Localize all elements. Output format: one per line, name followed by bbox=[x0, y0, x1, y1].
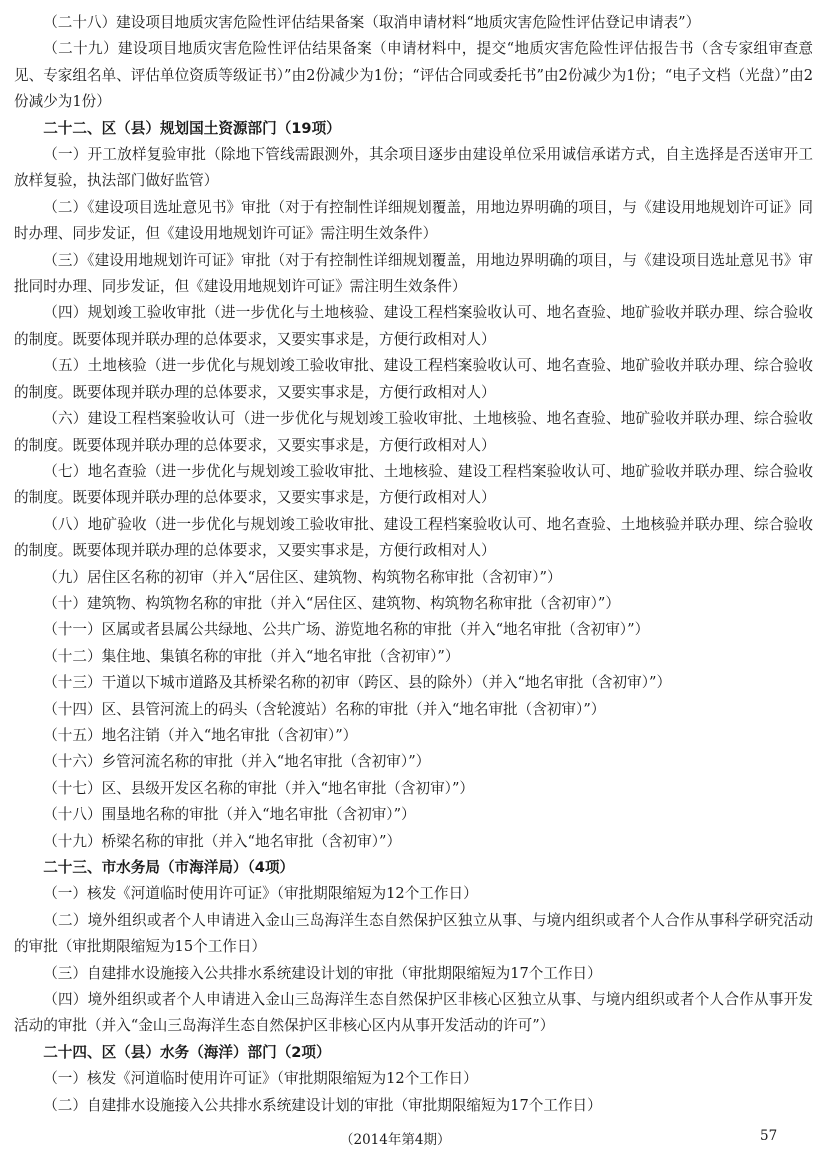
section-heading: 二十四、区（县）水务（海洋）部门（2项） bbox=[43, 1043, 331, 1061]
paragraph: （十三）干道以下城市道路及其桥梁名称的初审（跨区、县的除外）（并入“地名审批（含初审）”） bbox=[43, 674, 672, 692]
paragraph: （十七）区、县级开发区名称的审批（并入“地名审批（含初审）”） bbox=[43, 779, 475, 797]
paragraph: （十一）区属或者县属公共绿地、公共广场、游览地名称的审批（并入“地名审批（含初审）”） bbox=[43, 621, 650, 639]
paragraph: （四）规划竣工验收审批（进一步优化与土地核验、建设工程档案验收认可、地名查验、地矿验收并联办理、综合验收的制度。既要体现并联办理的总体要求，又要实事求是，方便行政相对人） bbox=[14, 304, 813, 348]
paragraph: （十八）围垦地名称的审批（并入“地名审批（含初审）”） bbox=[43, 806, 416, 824]
paragraph: （二）《建设项目选址意见书》审批（对于有控制性详细规划覆盖，用地边界明确的项目，与《建设用地规划许可证》同时办理、同步发证，但《建设用地规划许可证》需注明生效条件） bbox=[14, 198, 813, 243]
paragraph: （五）土地核验（进一步优化与规划竣工验收审批、建设工程档案验收认可、地名查验、地矿验收并联办理、综合验收的制度。既要体现并联办理的总体要求，又要实事求是，方便行政相对人） bbox=[14, 357, 813, 401]
paragraph: （十四）区、县管河流上的码头（含轮渡站）名称的审批（并入“地名审批（含初审）”） bbox=[43, 700, 606, 718]
paragraph: （二十九）建设项目地质灾害危险性评估结果备案（申请材料中，提交“地质灾害危险性评估报告书（含专家组审查意见、专家组名单、评估单位资质等级证书）”由2份减少为1份；“评估合同或委托书”由2份减少为1份；“电子文档（光盘）”由2份减少为1份） bbox=[14, 40, 813, 111]
paragraph: （二）境外组织或者个人申请进入金山三岛海洋生态自然保护区独立从事、与境内组织或者个人合作从事科学研究活动的审批（审批期限缩短为15个工作日） bbox=[14, 911, 813, 956]
paragraph: （二十八）建设项目地质灾害危险性评估结果备案（取消申请材料“地质灾害危险性评估登记申请表”） bbox=[43, 14, 701, 31]
paragraph: （六）建设工程档案验收认可（进一步优化与规划竣工验收审批、土地核验、地名查验、地矿验收并联办理、综合验收的制度。既要体现并联办理的总体要求，又要实事求是，方便行政相对人） bbox=[14, 410, 813, 454]
paragraph: （十六）乡管河流名称的审批（并入“地名审批（含初审）”） bbox=[43, 753, 431, 771]
page-footer bbox=[0, 1128, 827, 1154]
paragraph: （九）居住区名称的初审（并入“居住区、建筑物、构筑物名称审批（含初审）”） bbox=[43, 568, 562, 586]
paragraph: （十九）桥梁名称的审批（并入“地名审批（含初审）”） bbox=[43, 832, 402, 850]
paragraph: （八）地矿验收（进一步优化与规划竣工验收审批、建设工程档案验收认可、地名查验、土地核验并联办理、综合验收的制度。既要体现并联办理的总体要求，又要实事求是，方便行政相对人） bbox=[14, 515, 813, 560]
paragraph: （一）核发《河道临时使用许可证》（审批期限缩短为12个工作日） bbox=[43, 1070, 478, 1088]
issue-label: （2014年第4期） bbox=[340, 1132, 451, 1148]
page-number: 57 bbox=[760, 1128, 778, 1144]
paragraph: （二）自建排水设施接入公共排水系统建设计划的审批（审批期限缩短为17个工作日） bbox=[43, 1096, 602, 1114]
paragraph: （一）开工放样复验审批（除地下管线需跟测外，其余项目逐步由建设单位采用诚信承诺方式，自主选择是否送审开工放样复验，执法部门做好监管） bbox=[14, 146, 813, 190]
paragraph: （三）自建排水设施接入公共排水系统建设计划的审批（审批期限缩短为17个工作日） bbox=[43, 964, 602, 982]
paragraph: （一）核发《河道临时使用许可证》（审批期限缩短为12个工作日） bbox=[43, 885, 478, 903]
paragraph: （十五）地名注销（并入“地名审批（含初审）”） bbox=[43, 726, 358, 744]
document-body bbox=[14, 10, 813, 1119]
paragraph: （三）《建设用地规划许可证》审批（对于有控制性详细规划覆盖，用地边界明确的项目，与《建设项目选址意见书》审批同时办理、同步发证，但《建设用地规划许可证》需注明生效条件） bbox=[14, 251, 813, 296]
section-heading: 二十二、区（县）规划国土资源部门（19项） bbox=[43, 119, 341, 137]
section-heading: 二十三、市水务局（市海洋局）（4项） bbox=[43, 859, 295, 876]
paragraph: （七）地名查验（进一步优化与规划竣工验收审批、土地核验、建设工程档案验收认可、地矿验收并联办理、综合验收的制度。既要体现并联办理的总体要求，又要实事求是，方便行政相对人） bbox=[14, 462, 813, 507]
paragraph: （十）建筑物、构筑物名称的审批（并入“居住区、建筑物、构筑物名称审批（含初审）”） bbox=[43, 594, 620, 612]
paragraph: （十二）集住地、集镇名称的审批（并入“地名审批（含初审）”） bbox=[43, 647, 460, 665]
paragraph: （四）境外组织或者个人申请进入金山三岛海洋生态自然保护区非核心区独立从事、与境内组织或者个人合作从事开发活动的审批（并入“金山三岛海洋生态自然保护区非核心区内从事开发活动的许可”） bbox=[14, 991, 813, 1035]
